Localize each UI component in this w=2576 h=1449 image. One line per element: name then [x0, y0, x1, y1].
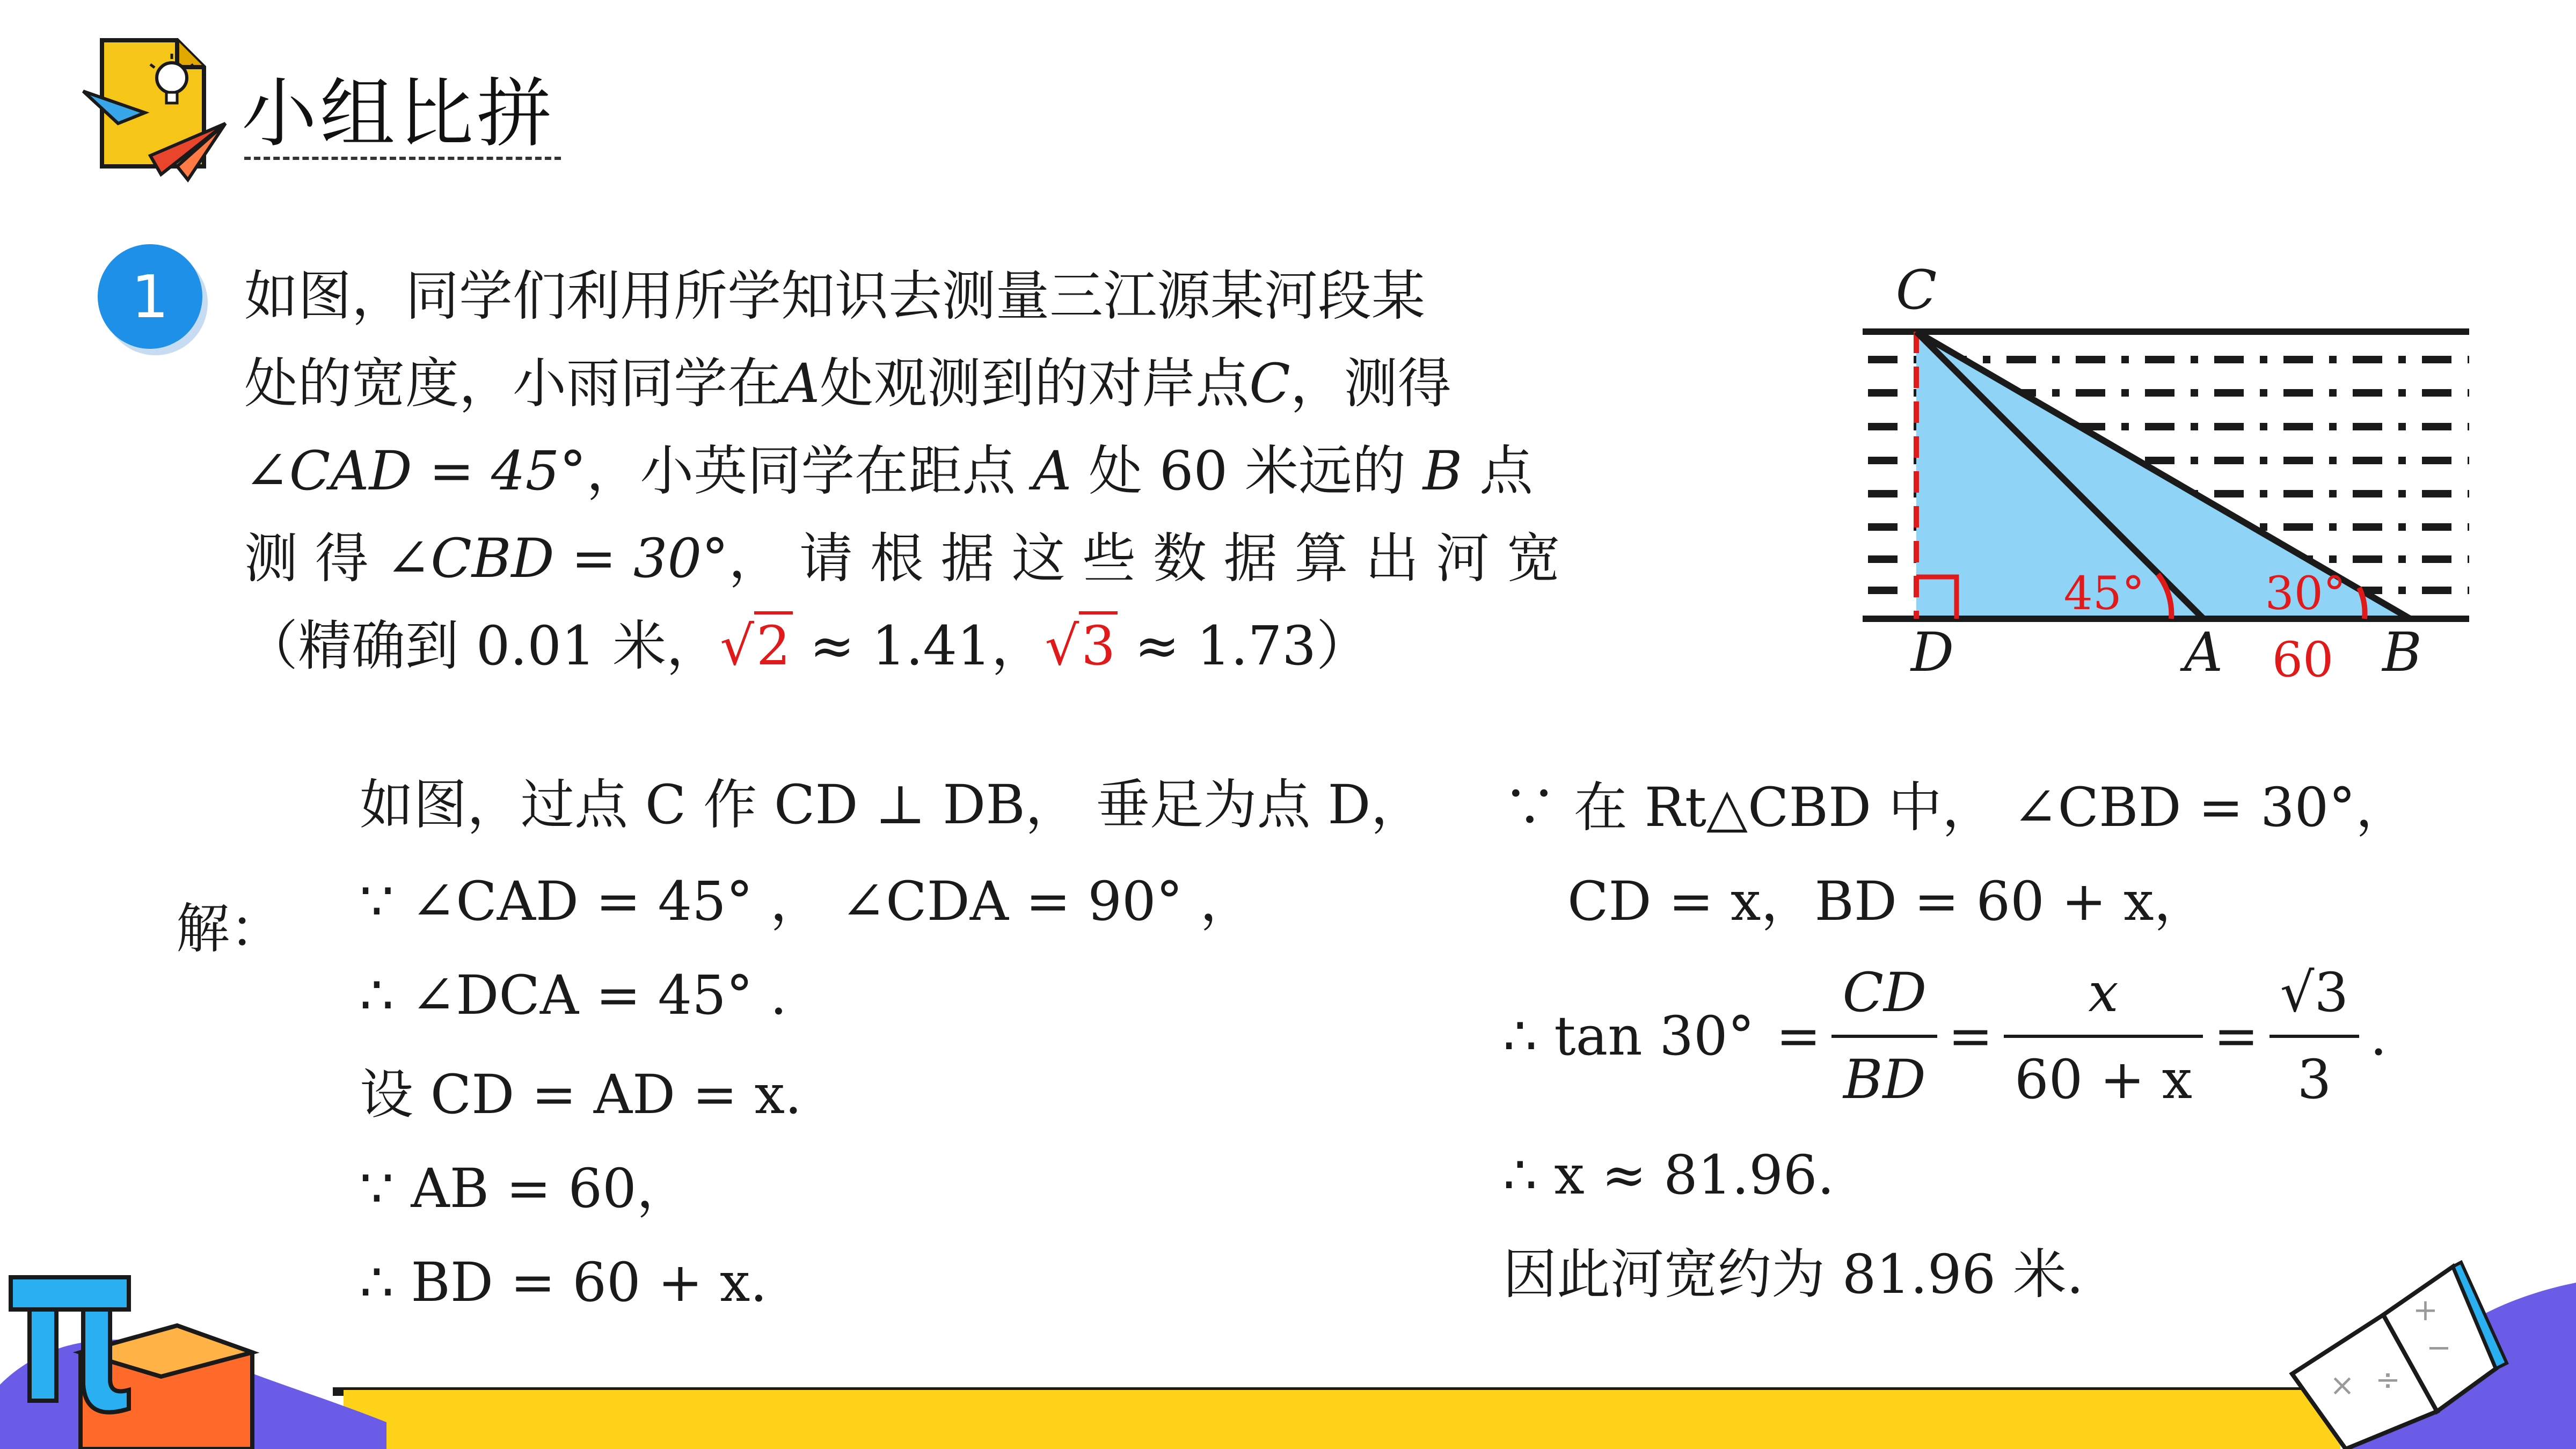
svg-text:÷: ÷ — [2375, 1363, 2400, 1397]
bottom-bar — [344, 1390, 2340, 1449]
label-d: D — [1910, 621, 1954, 684]
bottom-right-decoration — [2276, 1234, 2576, 1449]
angle-45-label: 45° — [2063, 567, 2145, 620]
sol-right-1: ∵ 在 Rt△CBD 中， ∠CBD = 30°， — [1503, 776, 2410, 839]
title-underline — [244, 157, 561, 160]
problem-line-4: 测 得 ∠CBD = 30°， 请 根 据 这 些 数 据 算 出 河 宽 — [244, 527, 1560, 590]
label-a: A — [2184, 621, 2223, 684]
tan-prefix: ∴ tan 30° — [1503, 1005, 1755, 1067]
fraction-x: $\frac{x}{60 + x}$ — [2004, 961, 2203, 1112]
problem-number-badge: 1 — [98, 244, 202, 349]
sol-left-4: 设 CD = AD = x. — [360, 1063, 802, 1126]
sqrt-3: √3 — [1045, 602, 1118, 690]
angle-30-label: 30° — [2265, 567, 2346, 620]
fraction-cd-bd: $\frac{CD}{BD}$ — [1831, 961, 1937, 1112]
sol-left-2: ∵ ∠CAD = 45° ， ∠CDA = 90° ， — [360, 870, 1254, 933]
svg-text:−: − — [2426, 1330, 2451, 1365]
river-figure — [1847, 252, 2491, 703]
problem-line-1: 如图，同学们利用所学知识去测量三江源某河段某 — [244, 265, 1425, 327]
sol-left-1: 如图，过点 C 作 CD ⊥ DB， 垂足为点 D， — [360, 773, 1425, 836]
svg-text:+: + — [2413, 1293, 2438, 1328]
sol-left-5: ∵ AB = 60， — [360, 1157, 690, 1220]
svg-text:×: × — [2330, 1368, 2355, 1403]
sol-left-6: ∴ BD = 60 + x. — [360, 1251, 768, 1314]
sqrt-2: √2 — [720, 602, 792, 690]
bottom-left-decoration — [0, 1261, 386, 1449]
page-title: 小组比拼 — [242, 70, 556, 158]
label-b: B — [2382, 621, 2422, 684]
sol-right-2: CD = x，BD = 60 + x， — [1567, 870, 2208, 933]
solution-label: 解： — [176, 897, 283, 960]
fraction-sqrt3: $\frac{√3}{3}$ — [2269, 961, 2359, 1112]
sol-right-5: 因此河宽约为 81.96 米. — [1503, 1243, 2084, 1306]
problem-line-2: 处的宽度，小雨同学在A处观测到的对岸点C，测得 — [244, 352, 1451, 415]
sol-right-3: ∴ tan 30° = $\frac{CD}{BD}$ = $\frac{x}{60 + x}$ = $\frac{√3}{3}$ . — [1503, 961, 2387, 1111]
label-c: C — [1895, 259, 1937, 321]
header-decoration — [81, 32, 236, 182]
problem-line-3: ∠CAD = 45°，小英同学在距点 A 处 60 米远的 B 点 — [244, 440, 1534, 502]
length-60-label: 60 — [2272, 632, 2334, 688]
sol-left-3: ∴ ∠DCA = 45° . — [360, 964, 787, 1027]
sol-right-4: ∴ x ≈ 81.96. — [1503, 1144, 1835, 1206]
problem-text — [244, 252, 1629, 690]
problem-line-5: （精确到 0.01 米，√2 ≈ 1.41，√3 ≈ 1.73） — [244, 602, 1629, 690]
